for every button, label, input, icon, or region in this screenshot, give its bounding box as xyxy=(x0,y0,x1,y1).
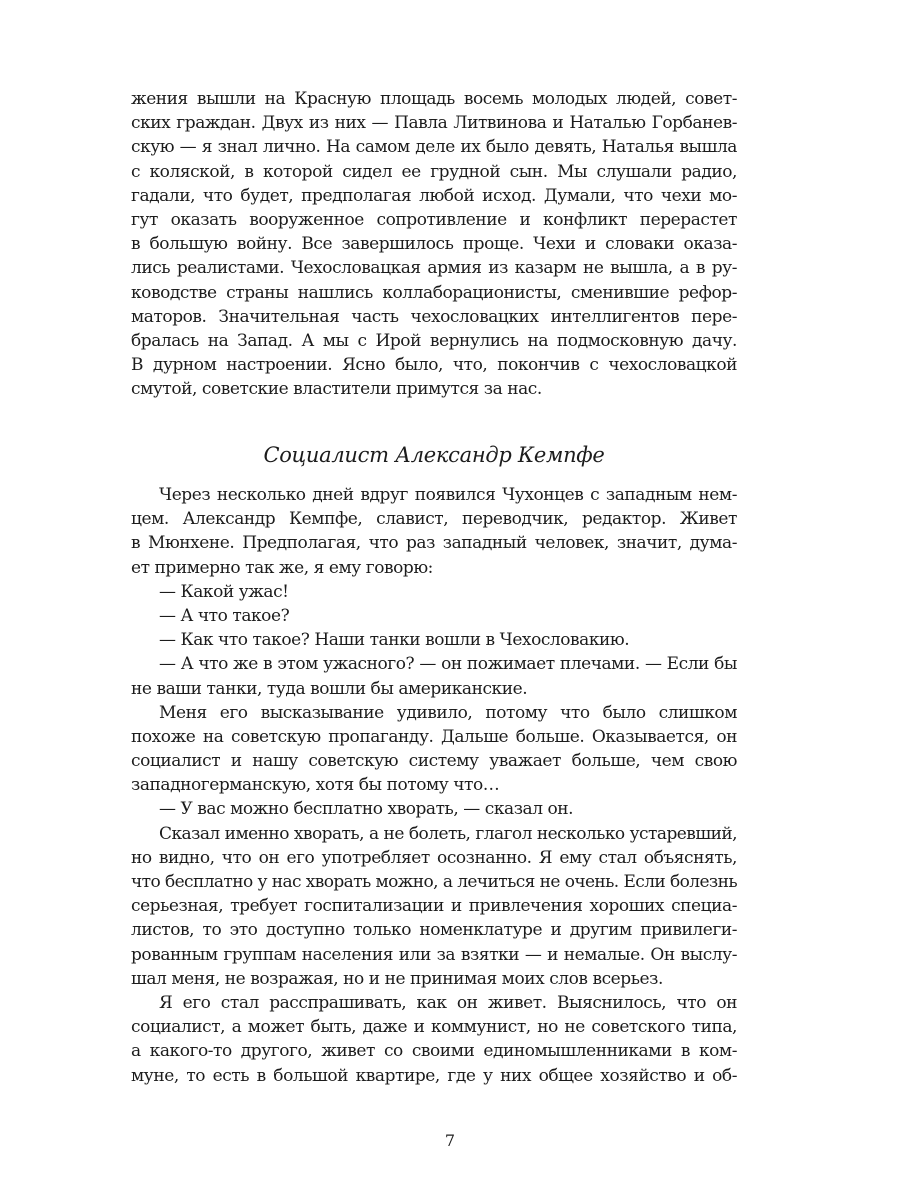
dialogue-line: — А что же в этом ужасного? — он пожимает плечами. — Если бы xyxy=(159,654,737,675)
text-line: ководстве страны нашлись коллаборационисты, сменившие рефор- xyxy=(131,282,737,303)
text-line: Сказал именно хворать, а не болеть, глагол несколько устаревший, xyxy=(159,823,737,844)
text-line: похоже на советскую пропаганду. Дальше больше. Оказывается, он xyxy=(131,726,737,747)
text-line: муне, то есть в большой квартире, где у них общее хозяйство и об- xyxy=(131,1065,737,1086)
text-line: жения вышли на Красную площадь восемь молодых людей, совет- xyxy=(131,89,737,109)
text-line: цем. Александр Кемпфе, славист, переводчик, редактор. Живет xyxy=(131,509,737,530)
text-line: западногерманскую, хотя бы потому что… xyxy=(131,775,500,796)
main-text xyxy=(131,483,737,1088)
text-line: гадали, что будет, предполагая любой исход. Думали, что чехи мо- xyxy=(131,185,737,206)
page-number: 7 xyxy=(444,1131,456,1150)
text-line: маторов. Значительная часть чехословацких интеллигентов пере- xyxy=(131,306,737,327)
text-line: социалист, а может быть, даже и коммунист, но не советского типа, xyxy=(131,1017,737,1038)
text-line: скую — я знал лично. На самом деле их было девять, Наталья вышла xyxy=(131,137,737,158)
text-line: Меня его высказывание удивило, потому что было слишком xyxy=(159,702,737,723)
text-line: гут оказать вооруженное сопротивление и конфликт перерастет xyxy=(131,209,737,230)
text-line: в большую войну. Все завершилось проще. Чехи и словаки оказа- xyxy=(131,234,737,255)
text-line: В дурном настроении. Ясно было, что, покончив с чехословацкой xyxy=(131,355,737,376)
dialogue-line: — Какой ужас! xyxy=(159,581,289,602)
text-line: а какого-то другого, живет со своими единомышленниками в ком- xyxy=(131,1041,737,1062)
text-line: ских граждан. Двух из них — Павла Литвинова и Наталью Горбанев- xyxy=(131,113,737,134)
text-line: шал меня, не возражая, но и не принимая моих слов всерьез. xyxy=(131,968,663,989)
text-line: не ваши танки, туда вошли бы американские. xyxy=(131,678,528,699)
text-line: лись реалистами. Чехословацкая армия из казарм не вышла, а в ру- xyxy=(131,258,737,279)
text-line: смутой, советские властители примутся за нас. xyxy=(131,379,542,400)
section-heading: Социалист Александр Кемпфе xyxy=(263,443,605,467)
text-line: Я его стал расспрашивать, как он живет. Выяснилось, что он xyxy=(159,992,737,1013)
text-line: с коляской, в которой сидел ее грудной сын. Мы слушали радио, xyxy=(131,161,737,182)
text-line: в Мюнхене. Предполагая, что раз западный человек, значит, дума- xyxy=(131,533,737,554)
dialogue-line: — Как что такое? Наши танки вошли в Чехословакию. xyxy=(159,630,630,651)
text-line: листов, то это доступно только номенклатуре и другим привилеги- xyxy=(131,920,737,941)
text-line: что бесплатно у нас хворать можно, а лечиться не очень. Если болезнь xyxy=(131,872,737,892)
text-line: социалист и нашу советскую систему уважает больше, чем свою xyxy=(131,751,737,772)
top-paragraph xyxy=(131,87,737,401)
text-line: ет примерно так же, я ему говорю: xyxy=(131,557,433,578)
text-line: но видно, что он его употребляет осознанно. Я ему стал объяснять, xyxy=(131,847,737,868)
text-line: Через несколько дней вдруг появился Чухонцев с западным нем- xyxy=(159,485,737,505)
text-line: рованным группам населения или за взятки — и немалые. Он выслу- xyxy=(131,944,737,965)
text-line: серьезная, требует госпитализации и привлечения хороших специа- xyxy=(131,896,737,917)
dialogue-line: — А что такое? xyxy=(159,605,290,626)
dialogue-line: — У вас можно бесплатно хворать, — сказал он. xyxy=(159,799,574,820)
text-line: бралась на Запад. А мы с Ирой вернулись на подмосковную дачу. xyxy=(131,330,737,351)
